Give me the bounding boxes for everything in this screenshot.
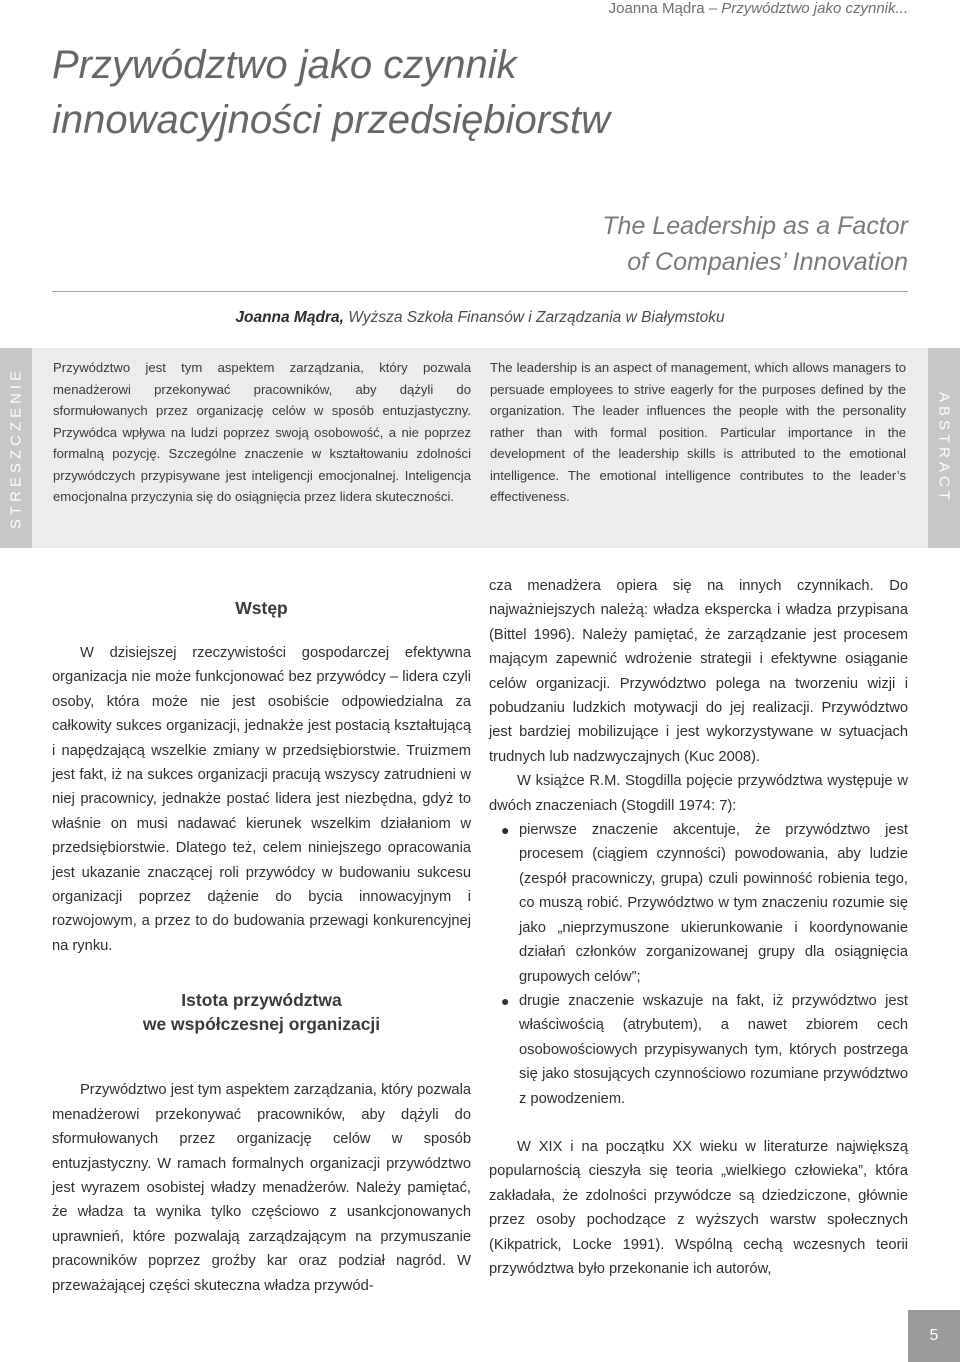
title-pl-line-1: Przywództwo jako czynnik [52,43,517,87]
intro-paragraph: W dzisiejszej rzeczywistości gospodarczej efektywna organizacja nie może funkcjonować bez przywódcy – lidera czyli osoby, która może nie jest osobiście odpowiedzialna za całkowity sukces organizacji, jednakże jest postacią kształtującą i napędzającą wszelkie zmiany w przedsiębiorstwie. Truizmem jest fakt, iż na sukces organizacji pracują wszyscy zatrudnieni w niej pracownicy, jednakże postać lidera jest niezbędna, gdyż to właśnie on musi nadawać kierunek wszelkim działaniom w przedsiębiorstwie. Dlatego też, celem niniejszego opracowania jest ukazanie znaczącej roli przywódcy w budowaniu sukcesu organizacji poprzez dążenie do bycia innowacyjnym i rozwojowym, a przez to do budowania przewagi konkurencyjnej na rynku. [52,645,471,954]
running-header-author: Joanna Mądra [608,0,705,17]
bullet-icon: ● [501,822,510,839]
stogdill-intro-paragraph: W książce R.M. Stogdilla pojęcie przywództwa występuje w dwóch znaczeniach (Stogdill 1974: 7): [489,773,908,814]
article-title-english [448,208,908,280]
running-header-separator: – [708,0,718,17]
abstract-band [0,348,960,548]
stogdill-bullet-list [489,818,908,1111]
heading-istota-line-2: we współczesnej organizacji [142,1014,381,1035]
page-number: 5 [908,1310,960,1362]
heading-istota-line-1: Istota przywództwa [181,990,342,1011]
list-item-text: drugie znaczenie wskazuje na fakt, iż przywództwo jest właściwością (atrybutem), a nawet zbiorem cech osobowościowych przypisywanych tym, których postrzega się jako stosujących czynnościowo rozumiane przywództwo z powodzeniem. [519,992,908,1107]
list-item [489,989,908,1111]
abstract-polish-text: Przywództwo jest tym aspektem zarządzania, który pozwala menadżerowi przekonywać pracowników, aby dążyli do sformułowanych przez organizację celów w sposób entuzjastyczny. Przywódca wpływa na ludzi poprzez swoją osobowość, a nie poprzez formalną pozycję. Szczególne znaczenie w kształtowaniu zdolności przywódczych przypisywane jest inteligencji emocjonalnej. Inteligencja emocjonalna przyczynia się do osiągnięcia przez lidera skuteczności. [53,360,471,504]
streszczenie-label: STRESZCZENIE [7,366,25,530]
heading-istota-przywodztwa [52,988,471,1036]
section-paragraph: Przywództwo jest tym aspektem zarządzania, który pozwala menadżerowi przekonywać pracowników, aby dążyli do sformułowanych przez organizację celów w sposób entuzjastyczny. W ramach formalnych organizacji przywództwo jest wyrazem osobistej władzy menadżerów. Należy pamiętać, że władza ta wynika tylko częściowo z usankcjonowanych uprawnień, które pozwalają zarządzającym na przymuszanie pracowników poprzez groźby kar oraz podział nagród. W przeważającej części skuteczna władza przywód- [52,1082,471,1294]
title-en-line-1: The Leadership as a Factor [602,212,908,240]
title-pl-line-2: innowacyjności przedsiębiorstw [52,98,611,142]
abstract-label: ABSTRACT [935,391,953,505]
running-header [609,0,908,17]
title-en-line-2: of Companies’ Innovation [627,248,908,276]
abstract-tab [928,348,960,548]
left-column [52,574,471,1298]
affiliation: Wyższa Szkoła Finansów i Zarządzania w Białymstoku [348,309,725,326]
list-item-text: pierwsze znaczenie akcentuje, że przywództwo jest procesem (ciągiem czynności) powodowania, aby ludzie (zespół pracowniczy, grupa) czuli powinność robienia tego, co muszą robić. Przywództwo w tym znaczeniu rozumie się jako „nieprzymuszone ukierunkowanie i koordynowanie działań członków zorganizowanej grupy dla osiągnięcia grupowych celów”; [519,822,908,985]
article-title-polish [52,38,692,148]
list-item [489,818,908,989]
author-name: Joanna Mądra, [235,309,344,326]
heading-wstep: Wstęp [235,598,288,618]
xix-paragraph: W XIX i na początku XX wieku w literaturze największą popularnością cieszyła się teoria „wielkiego człowieka”, która zakładała, że zdolności przywódcze są dziedziczone, głównie przez osoby pochodzące z wyższych warstw społecznych (Kikpatrick, Locke 1991). Wspólną cechą wczesnych teorii przywództwa było przekonanie ich autorów, [489,1138,908,1277]
author-affiliation [0,309,960,327]
bullet-icon: ● [501,992,510,1009]
running-header-title: Przywództwo jako czynnik... [721,0,908,17]
abstract-english-text: The leadership is an aspect of management, which allows managers to persuade employees to strive eagerly for the purposes defined by the organization. The leader influences the people with the personality rather than with formal position. Particular importance in the development of the leadership skills is attributed to the emotional intelligence. The emotional intelligence contributes to the leader’s effectiveness. [490,360,906,504]
right-column [489,574,908,1281]
streszczenie-tab [0,348,32,548]
title-divider [52,291,908,292]
continuation-paragraph: cza menadżera opiera się na innych czynnikach. Do najważniejszych należą: władza ekspercka i władza przypisana (Bittel 1996). Należy pamiętać, że zarządzanie jest procesem mającym zapewnić wdrożenie strategii i efektywne osiąganie celów organizacji. Przywództwo polega na tworzeniu wizji i pobudzaniu ludzkich motywacji do jej realizacji. Przywództwo jest bardziej mobilizujące i jest wykorzystywane w sytuacjach trudnych lub nadzwyczajnych (Kuc 2008). [489,578,908,765]
